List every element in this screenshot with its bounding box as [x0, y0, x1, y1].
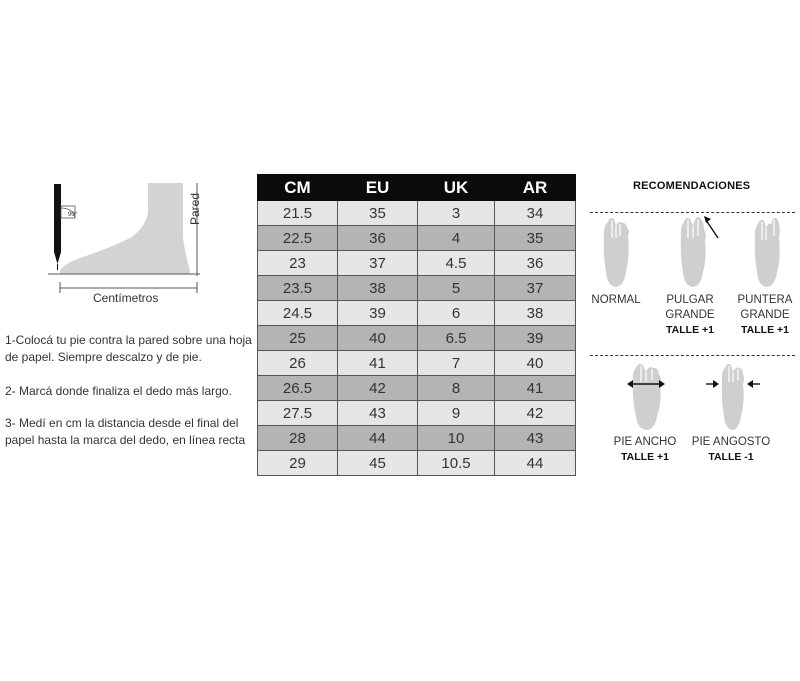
instruction-step-3: 3- Medí en cm la distancia desde el final del papel hasta la marca del dedo, en línea recta: [5, 416, 246, 447]
big-tip-foot-icon: [750, 216, 784, 290]
cell-cm: 26: [258, 351, 338, 376]
narrow-foot-icon: [718, 360, 748, 432]
table-row: [258, 426, 576, 451]
cell-eu: 40: [338, 326, 418, 351]
cell-eu: 45: [338, 451, 418, 476]
cell-uk: 7: [418, 351, 495, 376]
big-toe-size-note: TALLE +1: [666, 324, 714, 336]
table-row: [258, 451, 576, 476]
cell-ar: 38: [495, 301, 576, 326]
cell-cm: 22.5: [258, 226, 338, 251]
angle-label: 90°: [68, 212, 78, 218]
cell-uk: 4.5: [418, 251, 495, 276]
cell-cm: 25: [258, 326, 338, 351]
cell-eu: 35: [338, 201, 418, 226]
column-header-ar: AR: [495, 175, 576, 201]
cell-eu: 37: [338, 251, 418, 276]
wide-foot-size-note: TALLE +1: [621, 451, 669, 463]
table-header-row: [258, 175, 576, 201]
cell-cm: 29: [258, 451, 338, 476]
narrow-arrows-icon: [706, 378, 760, 390]
cell-uk: 8: [418, 376, 495, 401]
foot-silhouette: [60, 183, 190, 274]
cell-ar: 41: [495, 376, 576, 401]
dashed-divider-top: [590, 212, 795, 213]
big-toe-caption: [660, 293, 720, 338]
cell-ar: 36: [495, 251, 576, 276]
column-header-cm: CM: [258, 175, 338, 201]
cell-cm: 26.5: [258, 376, 338, 401]
column-header-eu: EU: [338, 175, 418, 201]
cell-cm: 23: [258, 251, 338, 276]
cell-uk: 10.5: [418, 451, 495, 476]
wide-foot-label: PIE ANCHO: [613, 436, 677, 448]
normal-label: NORMAL: [591, 294, 641, 306]
big-toe-label: PULGAR: [666, 294, 714, 306]
instruction-step-1: 1-Colocá tu pie contra la pared sobre una hoja de papel. Siempre descalzo y de pie.: [5, 333, 252, 364]
dashed-divider-middle: [590, 355, 795, 356]
cell-eu: 41: [338, 351, 418, 376]
pencil-icon: [54, 184, 61, 270]
centimeters-label: Centímetros: [93, 291, 159, 305]
cell-ar: 35: [495, 226, 576, 251]
wide-foot-caption: [610, 435, 680, 465]
cell-ar: 43: [495, 426, 576, 451]
cell-uk: 3: [418, 201, 495, 226]
instruction-step-2: 2- Marcá donde finaliza el dedo más largo.: [5, 384, 232, 398]
cell-ar: 37: [495, 276, 576, 301]
cell-eu: 42: [338, 376, 418, 401]
cell-cm: 24.5: [258, 301, 338, 326]
normal-foot-icon: [600, 216, 632, 290]
cell-ar: 44: [495, 451, 576, 476]
cell-eu: 44: [338, 426, 418, 451]
narrow-foot-caption: [690, 435, 772, 465]
big-tip-caption: [734, 293, 796, 338]
cell-eu: 39: [338, 301, 418, 326]
cell-ar: 34: [495, 201, 576, 226]
table-row: [258, 351, 576, 376]
table-row: [258, 226, 576, 251]
table-row: [258, 251, 576, 276]
cell-ar: 40: [495, 351, 576, 376]
cell-uk: 5: [418, 276, 495, 301]
cell-cm: 27.5: [258, 401, 338, 426]
table-row: [258, 276, 576, 301]
big-tip-size-note: TALLE +1: [741, 324, 789, 336]
wall-label: Pared: [188, 192, 202, 225]
cell-eu: 43: [338, 401, 418, 426]
cell-uk: 10: [418, 426, 495, 451]
recommendations-title: RECOMENDACIONES: [633, 180, 751, 192]
narrow-foot-label: PIE ANGOSTO: [691, 436, 771, 448]
normal-caption: [588, 293, 644, 308]
big-tip-label-2: GRANDE: [740, 309, 790, 321]
cell-eu: 38: [338, 276, 418, 301]
cell-uk: 6: [418, 301, 495, 326]
arrow-pointing-toe-icon: [702, 214, 722, 240]
cell-cm: 28: [258, 426, 338, 451]
wide-foot-icon: [628, 360, 666, 432]
cell-ar: 42: [495, 401, 576, 426]
column-header-uk: UK: [418, 175, 495, 201]
narrow-foot-size-note: TALLE -1: [708, 451, 754, 463]
table-row: [258, 201, 576, 226]
big-toe-label-2: GRANDE: [665, 309, 715, 321]
cell-uk: 9: [418, 401, 495, 426]
cell-ar: 39: [495, 326, 576, 351]
table-row: [258, 301, 576, 326]
big-tip-label: PUNTERA: [737, 294, 793, 306]
cell-uk: 6.5: [418, 326, 495, 351]
table-row: [258, 376, 576, 401]
cell-uk: 4: [418, 226, 495, 251]
table-row: [258, 326, 576, 351]
cell-cm: 21.5: [258, 201, 338, 226]
widen-arrows-icon: [626, 378, 666, 390]
cell-cm: 23.5: [258, 276, 338, 301]
table-row: [258, 401, 576, 426]
cell-eu: 36: [338, 226, 418, 251]
size-conversion-table: [257, 174, 576, 476]
